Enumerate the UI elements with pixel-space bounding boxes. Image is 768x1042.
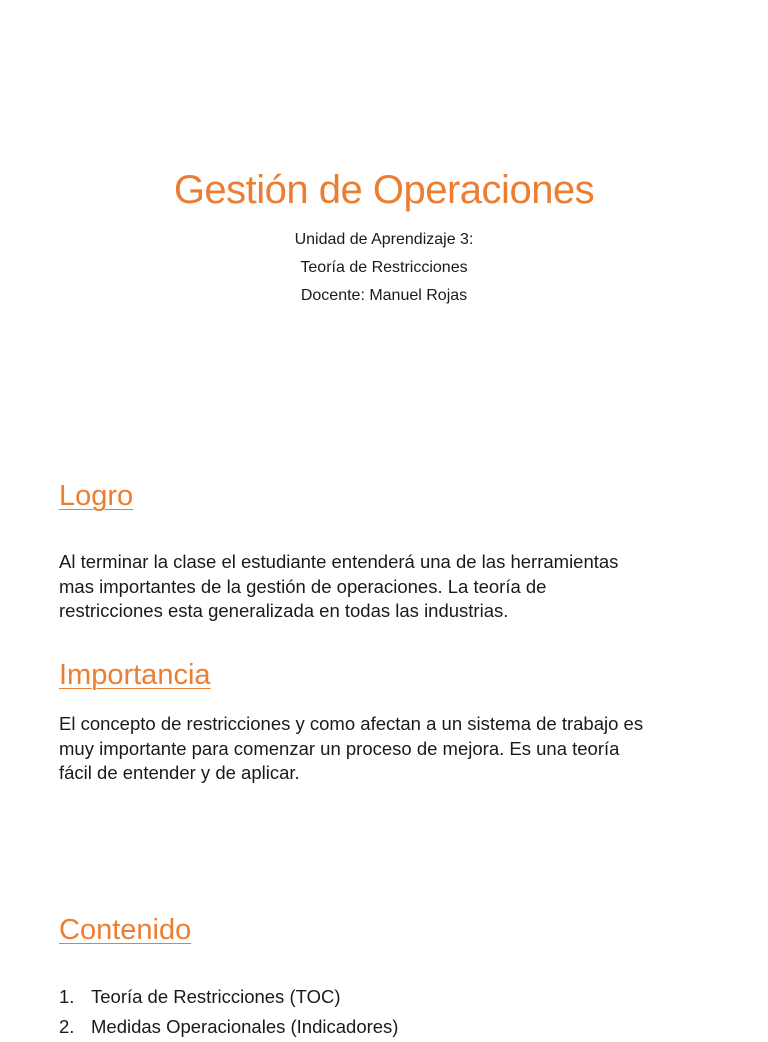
list-item bbox=[59, 982, 398, 1012]
list-item-number: 2. bbox=[59, 1016, 75, 1037]
logro-paragraph bbox=[59, 550, 719, 624]
logro-line-1: Al terminar la clase el estudiante entenderá una de las herramientas bbox=[59, 551, 619, 572]
title-block bbox=[0, 162, 768, 218]
contents-list bbox=[59, 982, 398, 1042]
logro-heading: Logro bbox=[59, 480, 134, 512]
list-item-number: 1. bbox=[59, 986, 75, 1007]
importancia-heading: Importancia bbox=[59, 659, 211, 691]
importancia-paragraph bbox=[59, 712, 719, 786]
list-item bbox=[59, 1012, 398, 1042]
page-title: Gestión de Operaciones bbox=[173, 168, 595, 212]
subtitle-topic: Teoría de Restricciones bbox=[300, 259, 468, 276]
list-item-text: Teoría de Restricciones (TOC) bbox=[91, 986, 341, 1007]
subtitle-unit: Unidad de Aprendizaje 3: bbox=[294, 231, 474, 248]
list-item-text: Medidas Operacionales (Indicadores) bbox=[91, 1016, 399, 1037]
importancia-line-2: muy importante para comenzar un proceso de mejora. Es una teoría bbox=[59, 737, 620, 759]
logro-line-3: restricciones esta generalizada en todas las industrias. bbox=[59, 600, 509, 621]
subtitle-block bbox=[0, 226, 768, 310]
logro-line-2: mas importantes de la gestión de operaciones. La teoría de bbox=[59, 575, 547, 597]
importancia-line-1: El concepto de restricciones y como afectan a un sistema de trabajo es bbox=[59, 713, 644, 734]
importancia-line-3: fácil de entender y de aplicar. bbox=[59, 762, 300, 783]
contenido-heading: Contenido bbox=[59, 914, 192, 946]
subtitle-teacher: Docente: Manuel Rojas bbox=[300, 287, 468, 304]
